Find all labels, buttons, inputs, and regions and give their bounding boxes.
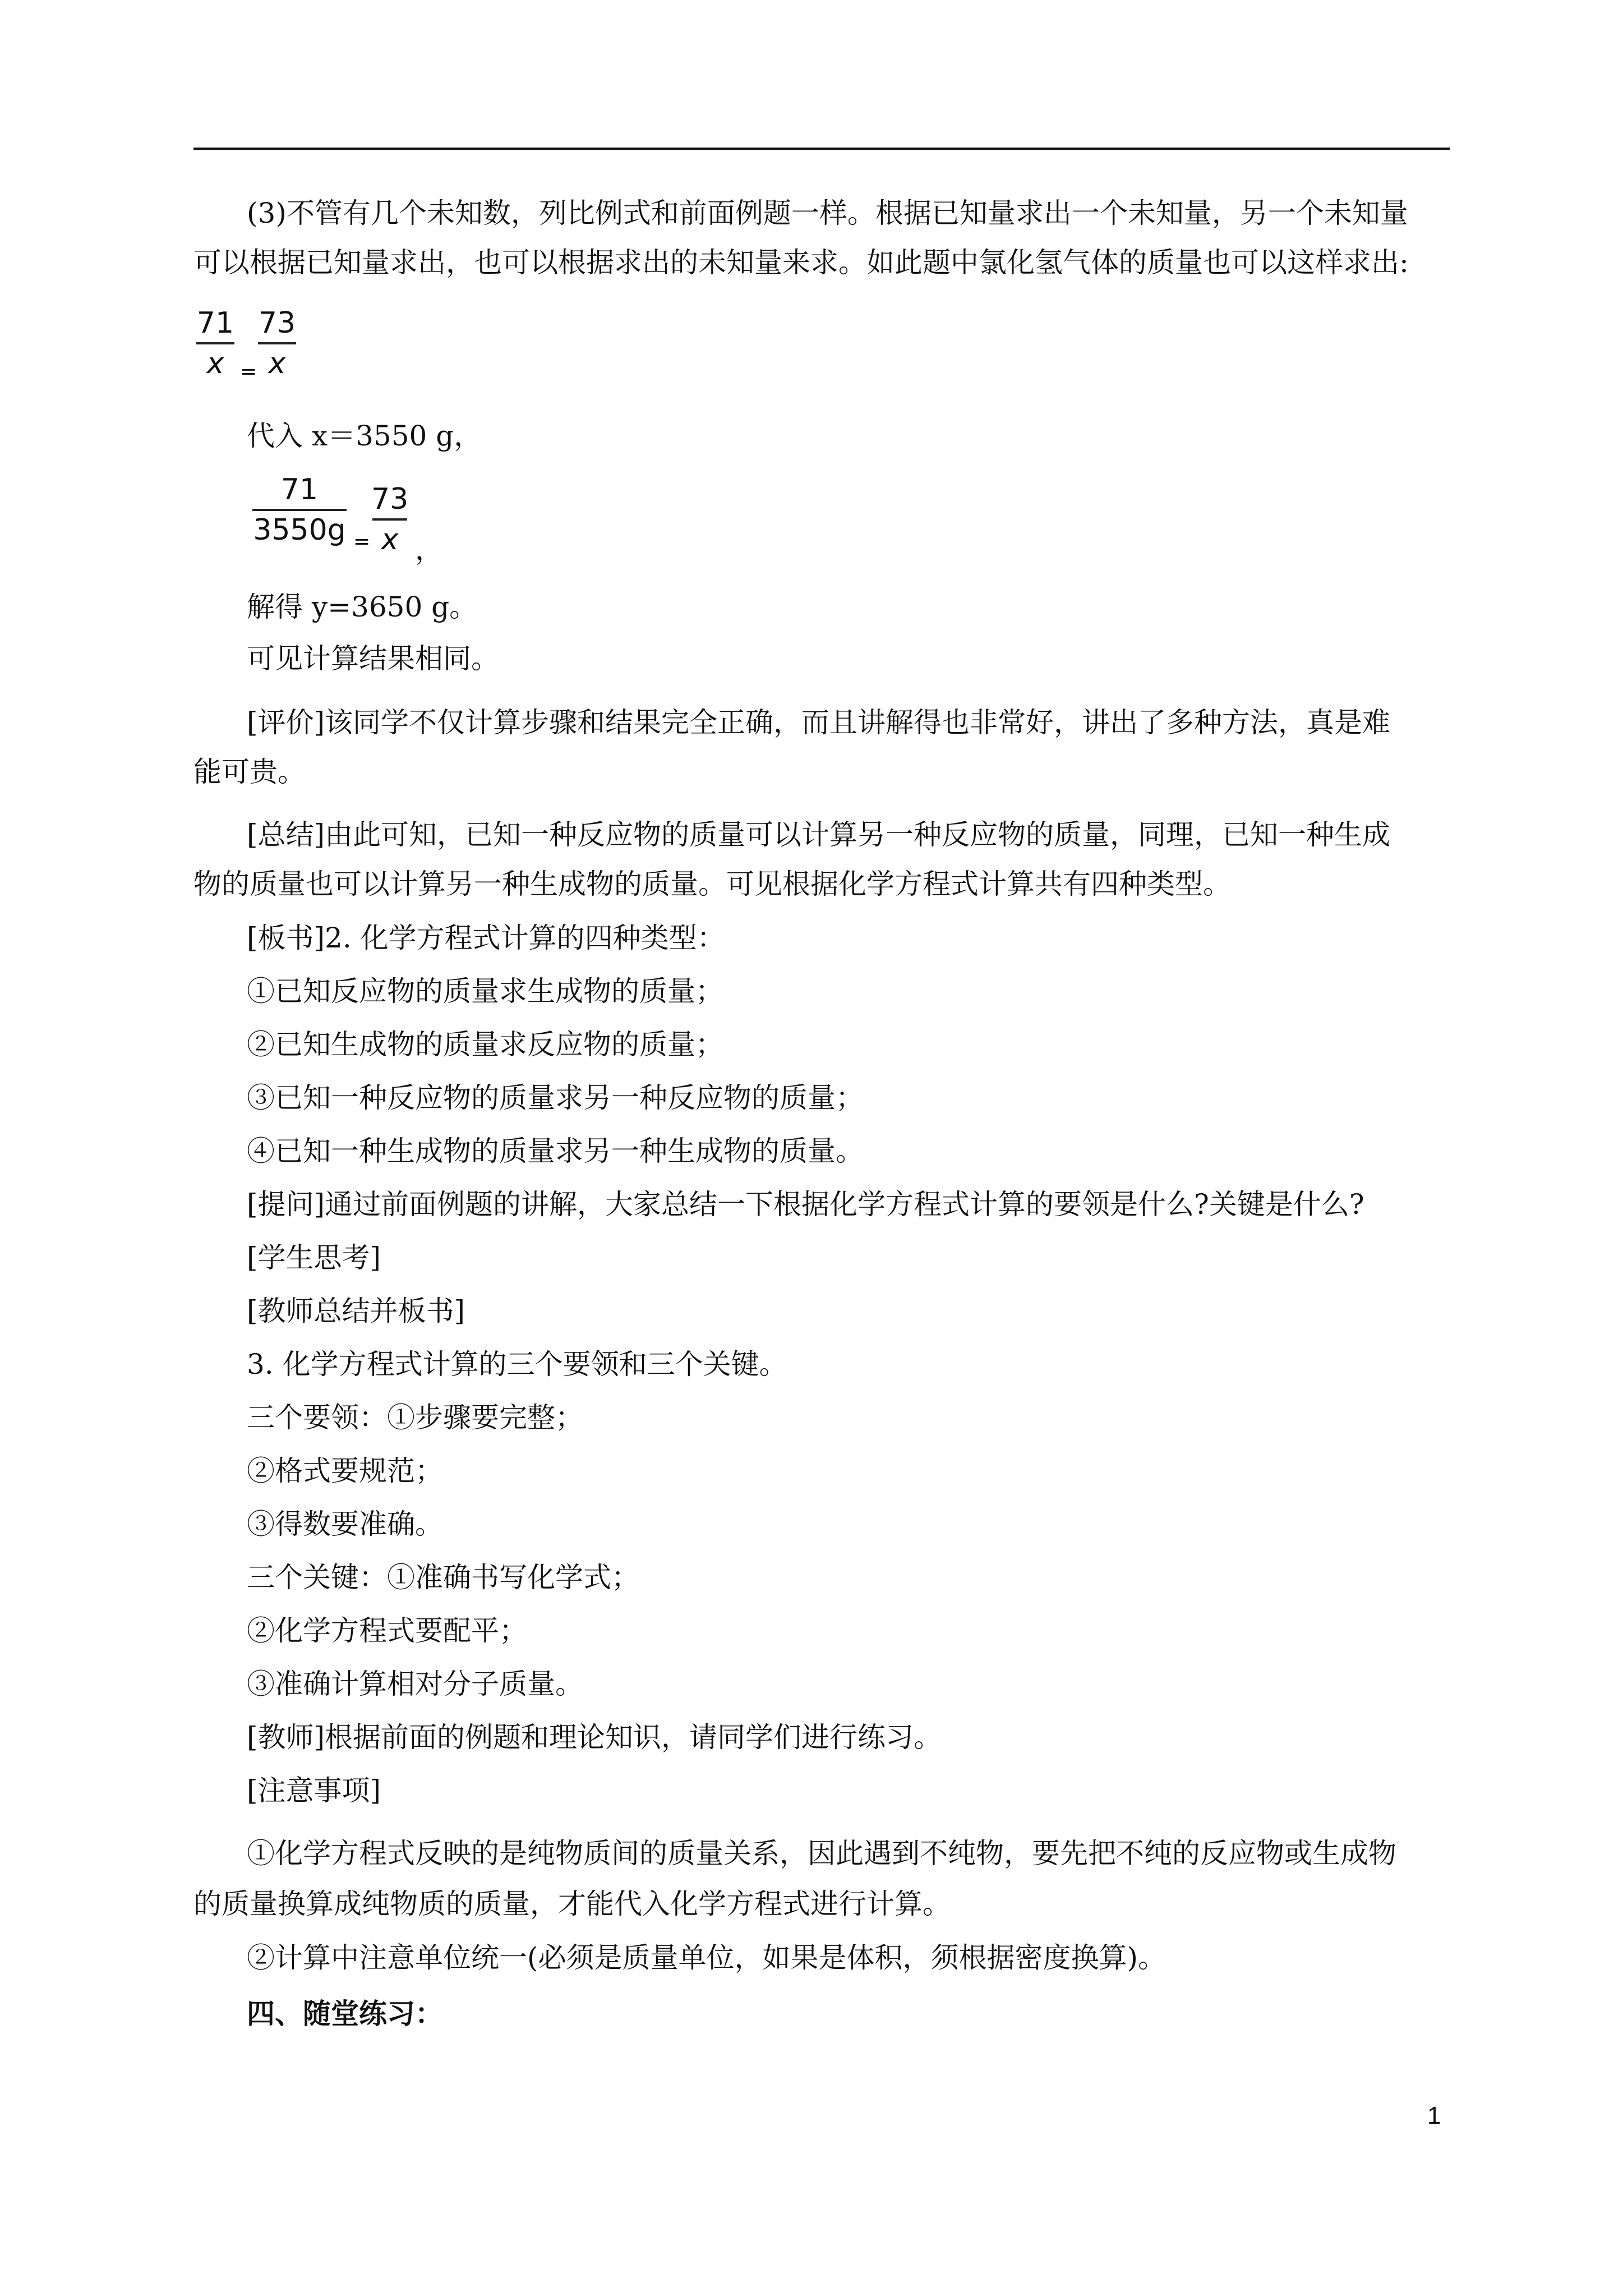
- list-item: 三个要领：①步骤要完整；: [247, 1401, 583, 1434]
- list-item: ①已知反应物的质量求生成物的质量；: [247, 975, 723, 1007]
- fraction-71-over-3550g: [252, 475, 347, 545]
- section-heading: 3. 化学方程式计算的三个要领和三个关键。: [247, 1348, 787, 1381]
- paragraph-line: (3)不管有几个未知数，列比例式和前面例题一样。根据已知量求出一个未知量，另一个未知量: [247, 197, 1408, 229]
- denominator: x: [381, 523, 399, 556]
- equals-sign: =: [353, 530, 371, 553]
- summary-line: [总结]由此可知，已知一种反应物的质量可以计算另一种反应物的质量，同理，已知一种生成: [247, 818, 1391, 851]
- evaluation-line: [评价]该同学不仅计算步骤和结果完全正确，而且讲解得也非常好，讲出了多种方法，真是难: [247, 706, 1391, 739]
- trailing-comma: ，: [415, 533, 443, 566]
- denominator: x: [268, 347, 286, 380]
- equals-sign: =: [240, 360, 257, 383]
- list-item: 三个关键：①准确书写化学式；: [247, 1561, 639, 1594]
- fraction-73-over-x: [258, 306, 296, 380]
- numerator: 73: [371, 482, 409, 516]
- denominator: 3550g: [253, 513, 346, 547]
- teacher-summary: [教师总结并板书]: [247, 1295, 465, 1327]
- denominator: x: [206, 347, 224, 380]
- list-item: ④已知一种生成物的质量求另一种生成物的质量。: [247, 1135, 864, 1167]
- notes-heading: [注意事项]: [247, 1774, 381, 1807]
- page-number: 1: [1427, 2102, 1441, 2129]
- list-item: ③已知一种反应物的质量求另一种反应物的质量；: [247, 1082, 864, 1114]
- list-item: ②格式要规范；: [247, 1455, 443, 1487]
- header-rule: [193, 148, 1450, 150]
- numerator: 73: [258, 306, 296, 340]
- question-line: [提问]通过前面例题的讲解，大家总结一下根据化学方程式计算的要领是什么?关键是什么?: [247, 1188, 1364, 1221]
- board-heading: [板书]2. 化学方程式计算的四种类型：: [247, 922, 725, 954]
- numerator: 71: [280, 473, 319, 507]
- note-line: ①化学方程式反映的是纯物质间的质量关系，因此遇到不纯物，要先把不纯的反应物或生成物: [247, 1837, 1396, 1870]
- list-item: ③得数要准确。: [247, 1508, 443, 1540]
- substitute-line: 代入 x＝3550 g，: [247, 420, 482, 452]
- summary-line: 物的质量也可以计算另一种生成物的质量。可见根据化学方程式计算共有四种类型。: [193, 868, 1231, 900]
- conclusion-line: 可见计算结果相同。: [247, 642, 499, 675]
- result-line: 解得 y=3650 g。: [247, 591, 478, 623]
- teacher-line: [教师]根据前面的例题和理论知识，请同学们进行练习。: [247, 1721, 942, 1754]
- student-thinking: [学生思考]: [247, 1241, 381, 1274]
- numerator: 71: [196, 306, 234, 340]
- fraction-71-over-x: [196, 306, 234, 380]
- evaluation-line: 能可贵。: [193, 756, 306, 788]
- note-line: 的质量换算成纯物质的质量，才能代入化学方程式进行计算。: [193, 1888, 951, 1920]
- list-item: ③准确计算相对分子质量。: [247, 1668, 583, 1700]
- list-item: ②化学方程式要配平；: [247, 1614, 527, 1647]
- paragraph-line: 可以根据已知量求出，也可以根据求出的未知量来求。如此题中氯化氢气体的质量也可以这样求出:: [193, 246, 1409, 279]
- note-line: ②计算中注意单位统一(必须是质量单位，如果是体积，须根据密度换算)。: [247, 1941, 1166, 1974]
- section-heading-practice: 四、随堂练习：: [247, 1997, 443, 2030]
- fraction-73-over-x: [371, 482, 409, 556]
- list-item: ②已知生成物的质量求反应物的质量；: [247, 1028, 723, 1061]
